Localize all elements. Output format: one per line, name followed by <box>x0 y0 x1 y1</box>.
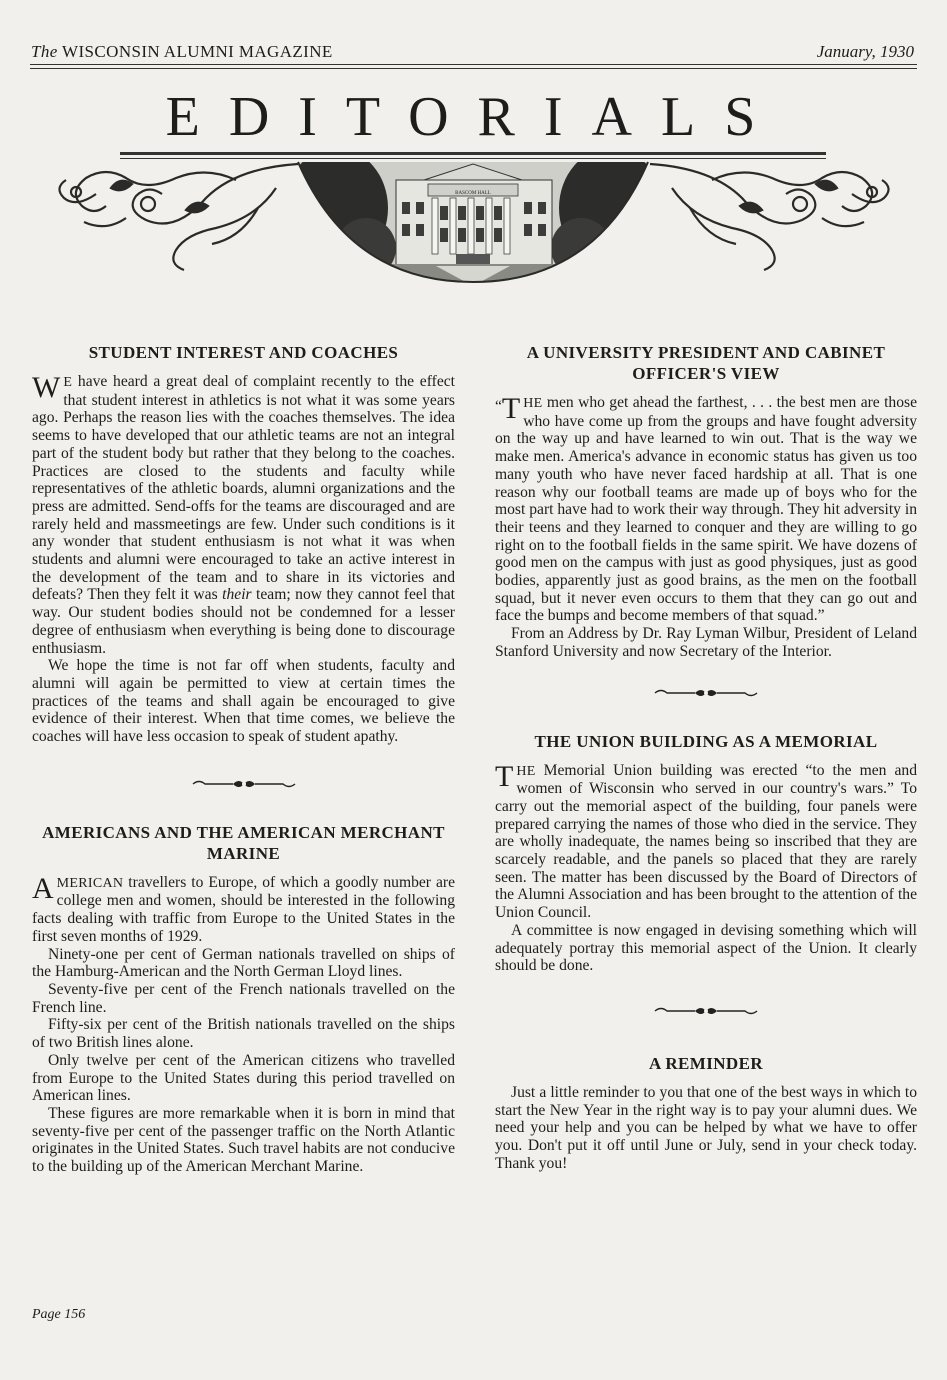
page-title: EDITORIALS <box>165 86 785 148</box>
header-rule-thin <box>30 68 917 69</box>
small-caps-word: E <box>63 375 73 390</box>
paragraph-text: have heard a great deal of complaint recently to the effect that student interest in athletics is not what it was some years ago. Perhaps the reason lies with the coaches themselves. The idea seems to have developed that our athletic teams are not an integral part of the student body but rather that they belong to the coaches. Practices are closed to the students and faculty while representatives of the athletic boards, alumni organizations and the press are admitted. Send-offs for the teams are discouraged and are rarely held and massmeetings are few. Under such conditions is it any wonder that student enthusiasm is not what it was when students and alumni were encouraged to take an active interest in the development of the team and to share in its victories and defeats? Then they felt it was <box>32 373 455 604</box>
magazine-name <box>31 42 333 62</box>
right-column <box>495 342 917 1173</box>
section-divider <box>32 776 455 792</box>
flourish-divider-icon <box>651 1003 761 1019</box>
bascom-hall-banner <box>36 158 912 290</box>
paragraph-text: Memorial Union building was erected “to the men and women of Wisconsin who served in our country's wars.” To carry out the memorial aspect of the building, four panels were prepared carrying the names of those who died in the service. They are wholly inadequate, the names being so inscribed that they are scarcely readable, and the panels so placed that they are rarely seen. The matter has been discussed by the Board of Directors of the Alumni Association and has been brought to the attention of the Union Council. <box>495 761 917 922</box>
drop-cap: T <box>501 392 521 425</box>
article-paragraph: Fifty-six per cent of the British nationals travelled on the ships of two British lines alone. <box>32 1016 455 1052</box>
left-column <box>32 342 455 1176</box>
drop-cap: T <box>495 759 514 793</box>
article-union-memorial <box>495 731 917 975</box>
scroll-ornament-right-icon <box>650 164 889 270</box>
article-student-interest <box>32 342 455 746</box>
flourish-divider-icon <box>651 685 761 701</box>
flourish-divider-icon <box>189 776 299 792</box>
article-paragraph: Seventy-five per cent of the French nationals travelled on the French line. <box>32 980 455 1016</box>
article-reminder <box>495 1053 917 1173</box>
page-number: Page 156 <box>32 1307 86 1322</box>
article-paragraph: Only twelve per cent of the American citizens who travelled from Europe to the United States during this period travelled on American lines. <box>32 1051 455 1105</box>
article-heading: A REMINDER <box>648 1053 764 1073</box>
paragraph-text: travellers to Europe, of which a goodly number are college men and women, should be interested in the following facts dealing with traffic from Europe to the United States in the first seven months of 1929. <box>32 873 455 945</box>
building-sign: BASCOM HALL <box>455 191 491 196</box>
scroll-ornament-left-icon <box>59 164 298 270</box>
article-paragraph <box>495 759 917 922</box>
article-paragraph: From an Address by Dr. Ray Lyman Wilbur, President of Leland Stanford University and now Secretary of the Interior. <box>495 625 917 660</box>
article-heading: STUDENT INTEREST AND COACHES <box>88 343 399 362</box>
drop-cap: W <box>32 371 61 404</box>
paragraph-text: men who get ahead the farthest, . . . the best men are those who have come up from the groups and have fought adversity on the way up and have learned to win out. That is the way we make men. America's advance in economic status has given us too many youth who have never faced hardship at all. That is one reason why our football teams are made up of boys who for the most part have had to work their way through. They hit adversity in their teens and they learned to conquer and they are willing to go right on to the football fields in the same spirit. We have dozens of good men on the campus with just as good physiques, just as good bodies, apparently just as good brains, as the men on the football squad, but it never even occurs to them that they can go out and face the bumps and become members of that squad.” <box>495 394 917 625</box>
drop-cap: A <box>32 871 54 905</box>
article-paragraph: Ninety-one per cent of German nationals travelled on ships of the Hamburg-American and the North German Lloyd lines. <box>32 945 455 981</box>
article-paragraph <box>32 373 455 657</box>
article-heading: THE UNION BUILDING AS A MEMORIAL <box>534 731 878 751</box>
open-quote: “ <box>495 398 502 415</box>
article-paragraph: A committee is now engaged in devising something which will adequately portray this memorial aspect of the Union. It clearly should be done. <box>495 921 917 975</box>
article-paragraph: Just a little reminder to you that one of the best ways in which to start the New Year in the right way is to pay your alumni dues. We need your help and you can be helped by what we have to offer you. Don't put it off until June or July, send in your check today. Thank you! <box>495 1083 917 1172</box>
article-merchant-marine <box>32 822 455 1176</box>
header-rule <box>30 64 917 65</box>
article-paragraph: These figures are more remarkable when it is born in mind that seventy-five per cent of the passenger traffic on the North Atlantic originates in the United States. Such travel habits are not conducive to the building up of the American Merchant Marine. <box>32 1104 455 1176</box>
title-rule <box>120 152 826 155</box>
article-paragraph <box>495 394 917 625</box>
emphasis-text: their <box>222 586 252 604</box>
section-divider <box>495 685 917 701</box>
paragraph-text-end: team; now they cannot feel that way. Our student bodies should not be condemned for a lesser degree of enthusiasm when everything is being done to discourage enthusiasm. <box>32 586 455 657</box>
article-heading: A UNIVERSITY PRESIDENT AND CABINET OFFICER'S VIEW <box>526 343 886 383</box>
article-heading: AMERICANS AND THE AMERICAN MERCHANT MARINE <box>42 822 445 863</box>
article-paragraph <box>32 871 455 946</box>
small-caps-word: HE <box>516 763 536 779</box>
section-divider <box>495 1003 917 1019</box>
small-caps-word: HE <box>523 396 543 411</box>
magazine-title: WISCONSIN ALUMNI MAGAZINE <box>62 42 333 61</box>
issue-date: January, 1930 <box>816 42 914 61</box>
article-president-view <box>495 342 917 661</box>
article-paragraph: We hope the time is not far off when students, faculty and alumni will again be permitted to view at certain times the practices of the teams and shall again be encouraged to give evidence of their interest. When that time comes, we believe the coaches will have less occasion to speak of student apathy. <box>32 657 455 746</box>
magazine-prefix: The <box>31 42 58 61</box>
small-caps-word: MERICAN <box>56 875 124 891</box>
